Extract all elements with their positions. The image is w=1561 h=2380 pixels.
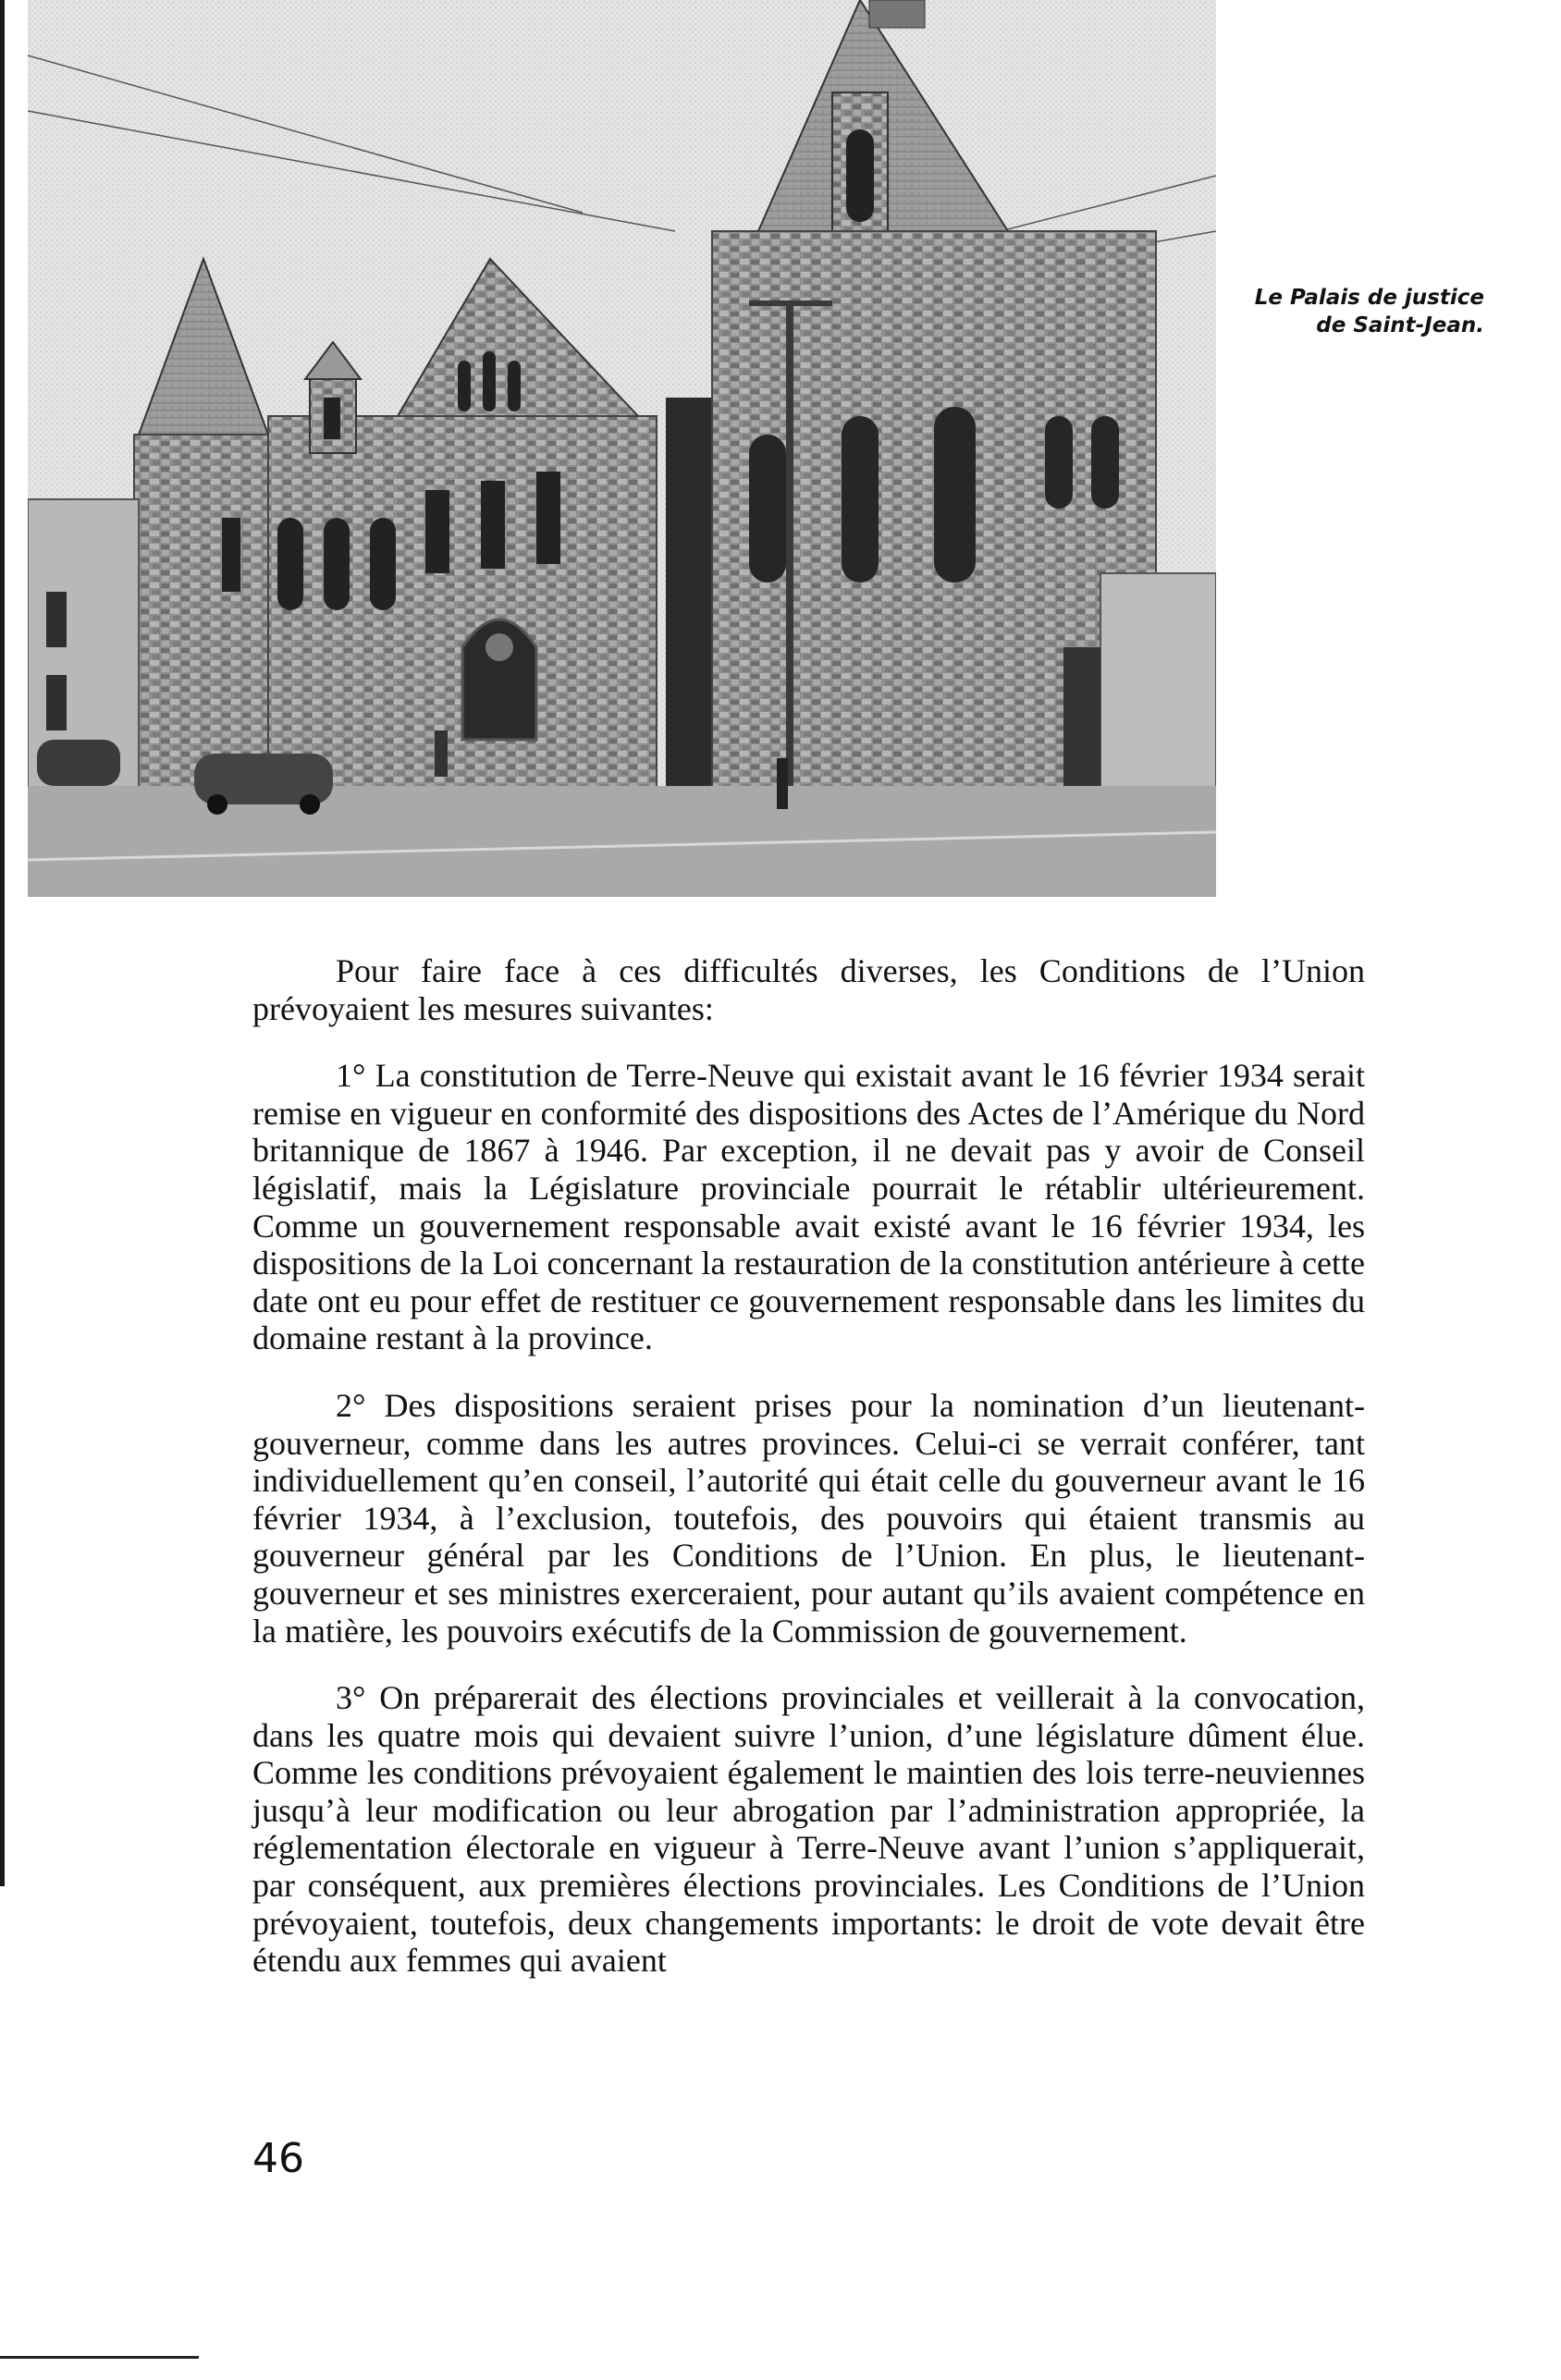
courthouse-photo <box>28 0 1216 897</box>
bottom-edge-mark <box>0 2356 199 2359</box>
caption-line-2: de Saint-Jean. <box>1316 313 1484 337</box>
caption-line-1: Le Palais de justice <box>1254 286 1484 310</box>
paragraph-point-2: 2° Des dispositions seraient prises pour la nomination d’un lieutenant-gouverneur, comme dans les autres provinces. Celui-ci se verrait conférer, tant individuellement qu’en conseil, l’autorité qui était celle du gouverneur avant le 16 février 1934, à l’exclusion, toutefois, des pouvoirs qui étaient transmis au gouverneur général par les Conditions de l’Union. En plus, le lieutenant-gouverneur et ses ministres exerceraient, pour autant qu’ils avaient compétence en la matière, les pouvoirs exécutifs de la Commission de gouvernement. <box>252 1386 1365 1650</box>
page-edge-rule <box>0 0 5 1886</box>
courthouse-photo-icon <box>28 0 1216 897</box>
photo-caption <box>1235 284 1484 339</box>
paragraph-intro: Pour faire face à ces difficultés diverses, les Conditions de l’Union prévoyaient les mesures suivantes: <box>252 952 1365 1027</box>
paragraph-point-1: 1° La constitution de Terre-Neuve qui existait avant le 16 février 1934 serait remise en vigueur en conformité des dispositions des Actes de l’Amérique du Nord britannique de 1867 à 1946. Par exception, il ne devait pas y avoir de Conseil législatif, mais la Législature provinciale pourrait le rétablir ultérieurement. Comme un gouvernement responsable avait existé avant le 16 février 1934, les dispositions de la Loi concernant la restauration de la constitution antérieure à cette date ont eu pour effet de restituer ce gouvernement responsable dans les limites du domaine restant à la province. <box>252 1057 1365 1357</box>
page-number: 46 <box>252 2135 304 2182</box>
article-body <box>252 952 1365 2009</box>
paragraph-point-3: 3° On préparerait des élections provinciales et veillerait à la convocation, dans les quatre mois qui devaient suivre l’union, d’une législature dûment élue. Comme les conditions prévoyaient également le maintien des lois terre-neuviennes jusqu’à leur modification ou leur abrogation par l’administration appropriée, la réglementation électorale en vigueur à Terre-Neuve avant l’union s’appliquerait, par conséquent, aux premières élections provinciales. Les Conditions de l’Union prévoyaient, toutefois, deux changements importants: le droit de vote devait être étendu aux femmes qui avaient <box>252 1679 1365 1980</box>
